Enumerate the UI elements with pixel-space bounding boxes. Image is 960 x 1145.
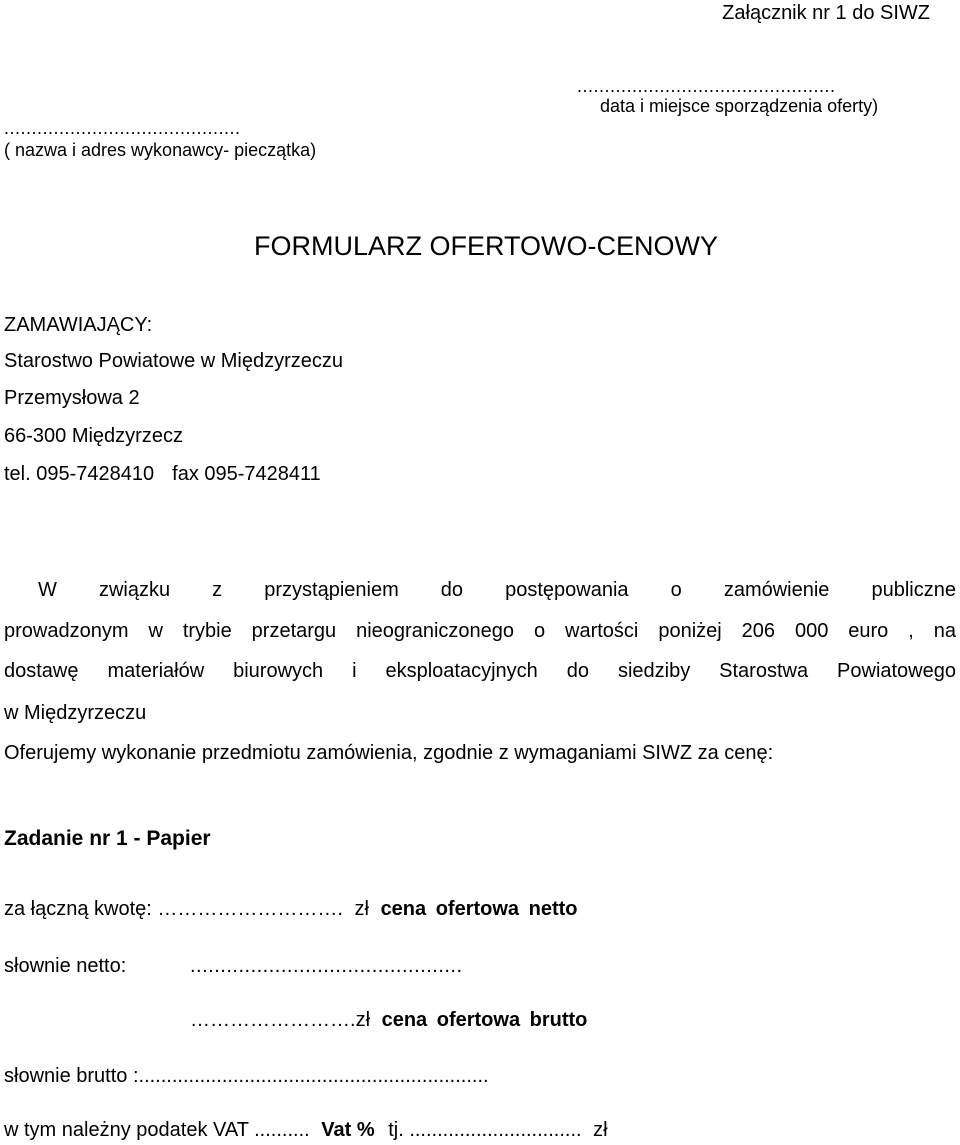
date-place-label: data i miejsce sporządzenia oferty) <box>600 96 879 116</box>
orderer-street: Przemysłowa 2 <box>4 387 140 409</box>
words-net-label: słownie netto: <box>4 955 127 977</box>
intro-line-1: W związku z przystąpieniem do postępowania o zamówienie publiczne <box>38 579 956 601</box>
vat-row <box>4 1119 608 1142</box>
orderer-phone <box>4 463 321 486</box>
words-net-dots: ............................................. <box>190 955 463 977</box>
gross-amount-row <box>190 1009 587 1032</box>
total-dots: ………………………. <box>157 898 343 920</box>
total-label: za łączną kwotę: <box>4 898 152 920</box>
contractor-dots: ........................................... <box>4 118 241 138</box>
offer-sentence: Oferujemy wykonanie przedmiotu zamówienia, zgodnie z wymaganiami SIWZ za cenę: <box>4 742 774 764</box>
words-gross: słownie brutto :............................................................... <box>4 1065 489 1087</box>
vat-prefix: w tym należny podatek VAT <box>4 1119 249 1141</box>
intro-line-3: dostawę materiałów biurowych i eksploatacyjnych do siedziby Starostwa Powiatowego <box>4 660 956 682</box>
orderer-name: Starostwo Powiatowe w Międzyrzeczu <box>4 350 344 372</box>
gross-dots: ……………………. <box>190 1009 356 1031</box>
gross-price-label: cena ofertowa brutto <box>381 1009 588 1031</box>
vat-dots-2: ............................... <box>409 1119 582 1141</box>
task-heading: Zadanie nr 1 - Papier <box>4 827 211 850</box>
vat-tj: tj. <box>388 1119 404 1141</box>
contractor-label: ( nazwa i adres wykonawcy- pieczątka) <box>4 140 317 160</box>
vat-currency: zł <box>593 1119 608 1141</box>
orderer-tel: tel. 095-7428410 <box>4 463 155 485</box>
net-price-label: cena ofertowa netto <box>380 898 578 920</box>
orderer-fax: fax 095-7428411 <box>172 463 321 485</box>
total-currency: zł <box>354 898 369 920</box>
vat-dots-1: .......... <box>254 1119 310 1141</box>
total-amount-row <box>4 898 577 921</box>
orderer-city: 66-300 Międzyrzecz <box>4 425 183 447</box>
annex-label: Załącznik nr 1 do SIWZ <box>722 2 930 24</box>
date-dots: ............................................... <box>577 76 836 96</box>
vat-percent-label: Vat % <box>321 1119 375 1141</box>
orderer-label: ZAMAWIAJĄCY: <box>4 314 153 336</box>
form-title: FORMULARZ OFERTOWO-CENOWY <box>254 231 718 261</box>
intro-line-2: prowadzonym w trybie przetargu nieograniczonego o wartości poniżej 206 000 euro , na <box>4 620 956 642</box>
gross-currency: zł <box>355 1009 371 1031</box>
intro-line-4: w Międzyrzeczu <box>4 702 147 724</box>
